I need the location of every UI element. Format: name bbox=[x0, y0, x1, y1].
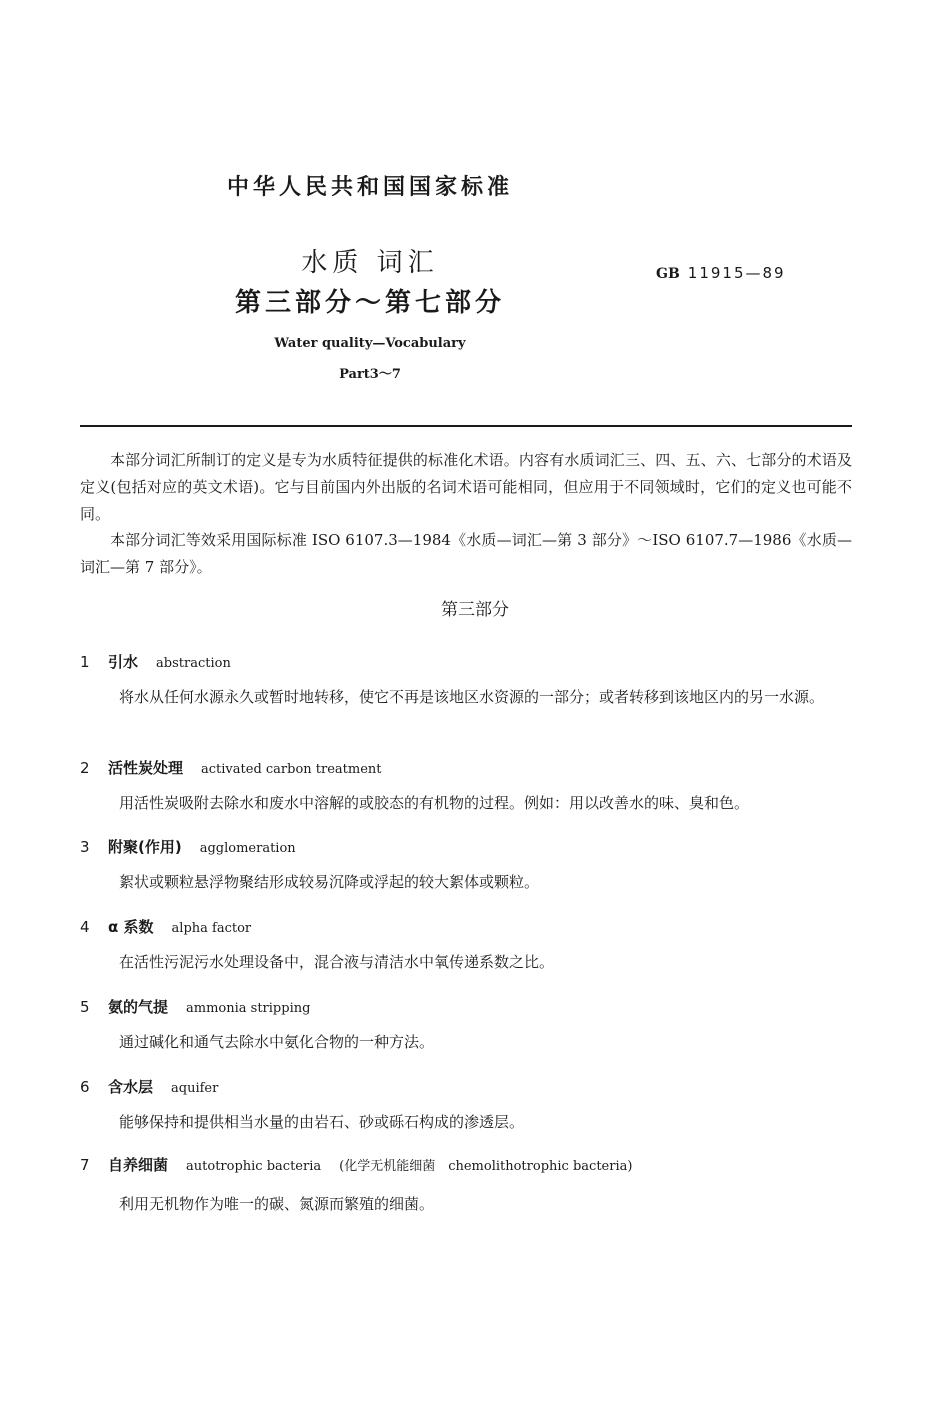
term-definition: 用活性炭吸附去除水和废水中溶解的或胶态的有机物的过程。例如：用以改善水的味、臭和色。 bbox=[119, 794, 750, 812]
title-cn-line1: 水质 词汇 bbox=[301, 248, 439, 278]
term-english: alpha factor bbox=[171, 921, 252, 936]
term-definition: 利用无机物作为唯一的碳、氮源而繁殖的细菌。 bbox=[119, 1195, 435, 1213]
term-english: activated carbon treatment bbox=[201, 762, 382, 777]
term-number: 6 bbox=[80, 1078, 90, 1096]
intro-paragraph-2: 本部分词汇等效采用国际标准 ISO 6107.3—1984《水质—词汇—第 3 部分》～ISO 6107.7—1986《水质—词汇—第 7 部分》。 bbox=[80, 531, 852, 576]
term-chinese: 引水 bbox=[108, 653, 139, 671]
title-en-line1: Water quality—Vocabulary bbox=[274, 336, 466, 351]
term-heading bbox=[80, 996, 310, 1017]
term-heading bbox=[80, 757, 382, 778]
standard-code bbox=[656, 264, 786, 282]
term-heading bbox=[80, 1154, 632, 1175]
term-number: 7 bbox=[80, 1156, 90, 1174]
term-chinese: 自养细菌 bbox=[108, 1156, 169, 1174]
term-number: 1 bbox=[80, 653, 90, 671]
term-english: ammonia stripping bbox=[186, 1001, 311, 1016]
term-english: autotrophic bacteria bbox=[186, 1159, 322, 1174]
section-title: 第三部分 bbox=[441, 600, 509, 620]
term-definition: 在活性污泥污水处理设备中，混合液与清洁水中氧传递系数之比。 bbox=[119, 953, 555, 971]
term-number: 2 bbox=[80, 759, 90, 777]
title-en-line2: Part3～7 bbox=[339, 367, 401, 382]
term-synonym: (化学无机能细菌 chemolithotrophic bacteria) bbox=[339, 1159, 633, 1174]
term-definition: 将水从任何水源永久或暂时地转移，使它不再是该地区水资源的一部分；或者转移到该地区内的另一水源。 bbox=[119, 688, 825, 706]
national-standard-heading: 中华人民共和国国家标准 bbox=[226, 175, 513, 200]
term-number: 4 bbox=[80, 918, 90, 936]
term-chinese: 含水层 bbox=[108, 1078, 154, 1096]
term-english: aquifer bbox=[171, 1081, 219, 1096]
term-definition: 絮状或颗粒悬浮物聚结形成较易沉降或浮起的较大絮体或颗粒。 bbox=[119, 873, 540, 891]
term-heading bbox=[80, 916, 251, 937]
term-english: abstraction bbox=[156, 656, 231, 671]
term-definition: 能够保持和提供相当水量的由岩石、砂或砾石构成的渗透层。 bbox=[119, 1113, 525, 1131]
term-number: 3 bbox=[80, 838, 90, 856]
header-divider bbox=[80, 425, 852, 427]
term-number: 5 bbox=[80, 998, 90, 1016]
term-english: agglomeration bbox=[199, 841, 296, 856]
term-heading bbox=[80, 651, 231, 672]
term-chinese: 附聚(作用) bbox=[108, 838, 182, 856]
term-definition: 通过碱化和通气去除水中氨化合物的一种方法。 bbox=[119, 1033, 435, 1051]
title-cn-line2: 第三部分～第七部分 bbox=[234, 288, 505, 318]
term-chinese: 活性炭处理 bbox=[108, 759, 184, 777]
term-chinese: 氨的气提 bbox=[108, 998, 169, 1016]
term-heading bbox=[80, 836, 296, 857]
standard-code-prefix: GB bbox=[656, 266, 680, 282]
standard-code-number: 11915—89 bbox=[687, 264, 786, 282]
term-chinese: α 系数 bbox=[108, 918, 154, 936]
term-heading bbox=[80, 1076, 218, 1097]
intro-paragraph-1: 本部分词汇所制订的定义是专为水质特征提供的标准化术语。内容有水质词汇三、四、五、六、七部分的术语及定义(包括对应的英文术语)。它与目前国内外出版的名词术语可能相同，但应用于不同领域时，它们的定义也可能不同。 bbox=[80, 451, 852, 523]
